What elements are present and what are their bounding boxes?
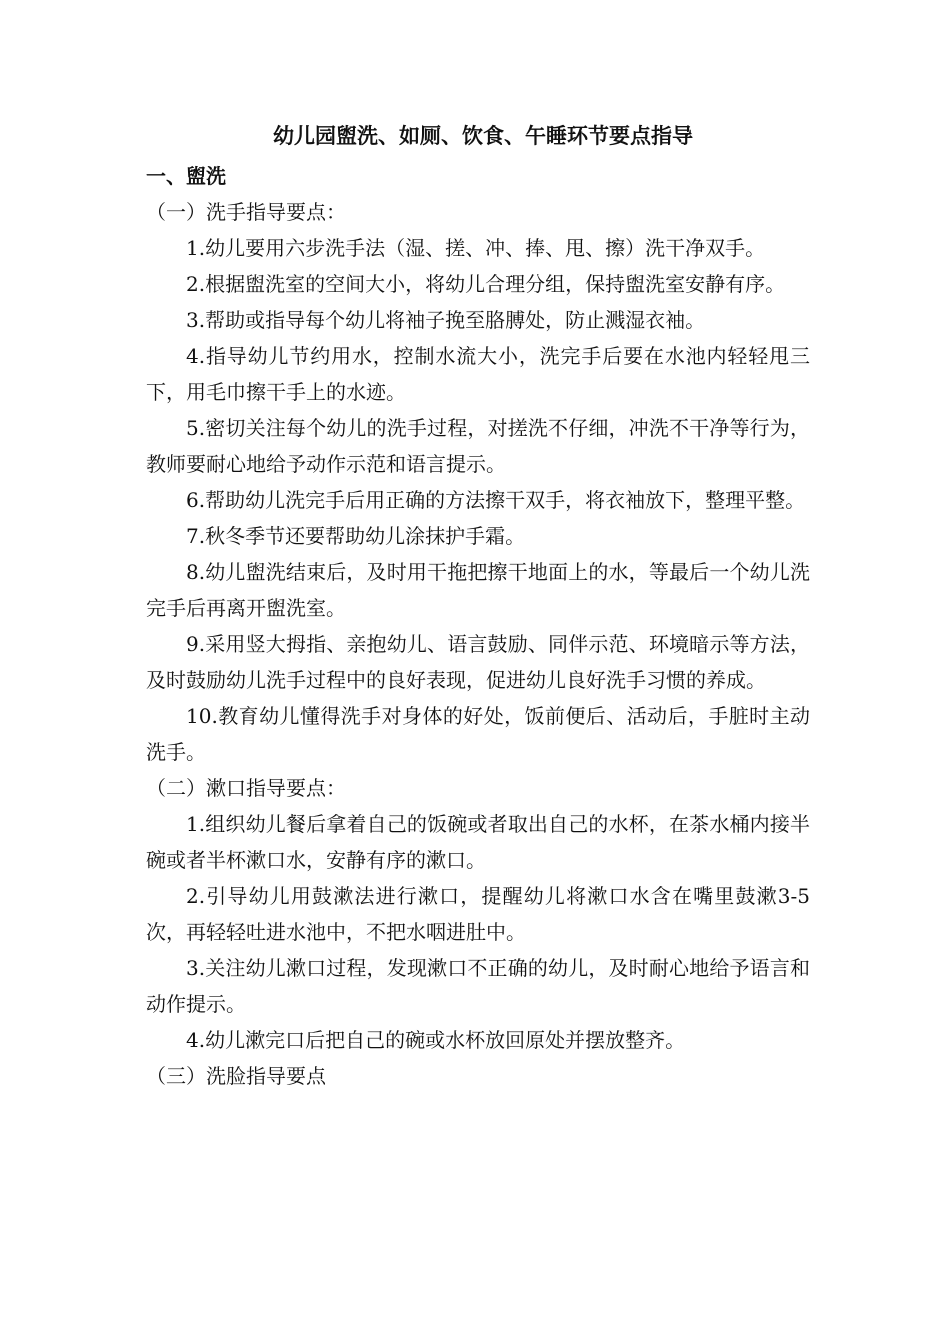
subsection-heading-facewashing: （三）洗脸指导要点 (146, 1064, 326, 1088)
section-heading-washing: 一、盥洗 (146, 164, 226, 188)
list-item: 7.秋冬季节还要帮助幼儿涂抹护手霜。 (186, 524, 526, 548)
list-item: 4.指导幼儿节约用水，控制水流大小，洗完手后要在水池内轻轻甩三下，用毛巾擦干手上的水迹。 (146, 344, 810, 404)
list-item: 9.采用竖大拇指、亲抱幼儿、语言鼓励、同伴示范、环境暗示等方法，及时鼓励幼儿洗手过程中的良好表现，促进幼儿良好洗手习惯的养成。 (146, 632, 810, 692)
list-item: 3.关注幼儿漱口过程，发现漱口不正确的幼儿，及时耐心地给予语言和动作提示。 (146, 956, 810, 1016)
mouthrinse-list (146, 806, 810, 1058)
subsection-heading-mouthrinse: （二）漱口指导要点： (146, 776, 346, 800)
list-item: 2.引导幼儿用鼓漱法进行漱口，提醒幼儿将漱口水含在嘴里鼓漱3-5次，再轻轻吐进水池中，不把水咽进肚中。 (146, 884, 810, 944)
list-item: 3.帮助或指导每个幼儿将袖子挽至胳膊处，防止溅湿衣袖。 (186, 308, 706, 332)
subsection-heading-handwashing: （一）洗手指导要点： (146, 200, 346, 224)
list-item: 10.教育幼儿懂得洗手对身体的好处，饭前便后、活动后，手脏时主动洗手。 (146, 704, 810, 764)
document-title: 幼儿园盥洗、如厕、饮食、午睡环节要点指导 (273, 124, 693, 148)
list-item: 2.根据盥洗室的空间大小，将幼儿合理分组，保持盥洗室安静有序。 (186, 272, 786, 296)
list-item: 6.帮助幼儿洗完手后用正确的方法擦干双手，将衣袖放下，整理平整。 (186, 488, 806, 512)
list-item: 1.幼儿要用六步洗手法（湿、搓、冲、捧、甩、擦）洗干净双手。 (186, 236, 766, 260)
handwashing-list (146, 230, 810, 770)
list-item: 8.幼儿盥洗结束后，及时用干拖把擦干地面上的水，等最后一个幼儿洗完手后再离开盥洗室。 (146, 560, 810, 620)
list-item: 5.密切关注每个幼儿的洗手过程，对搓洗不仔细，冲洗不干净等行为，教师要耐心地给予动作示范和语言提示。 (146, 416, 810, 476)
list-item: 1.组织幼儿餐后拿着自己的饭碗或者取出自己的水杯，在茶水桶内接半碗或者半杯漱口水，安静有序的漱口。 (146, 812, 810, 872)
list-item: 4.幼儿漱完口后把自己的碗或水杯放回原处并摆放整齐。 (186, 1028, 686, 1052)
